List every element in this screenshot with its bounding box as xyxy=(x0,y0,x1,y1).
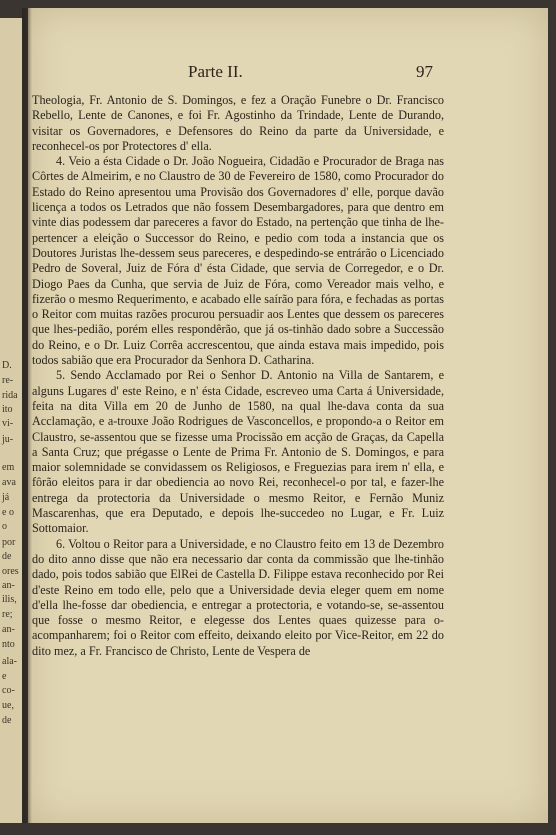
facing-page-fragment: já xyxy=(2,492,10,503)
facing-page-fragment: vi- xyxy=(2,418,14,429)
facing-page-fragment: re- xyxy=(2,375,14,386)
body-text xyxy=(32,93,444,659)
facing-page-fragment: o xyxy=(2,521,7,532)
facing-page-fragment: D. xyxy=(2,360,12,371)
paragraph-continuation: Theologia, Fr. Antonio de S. Domingos, e fez a Oração Funebre o Dr. Francisco Rebello, Lente de Canones, e foi Fr. Agostinho da Trindade, Lente de Durando, visitar os Governadores, e Defensores do Reino da parte da Universidade, e reconhecel-os por Protectores d' ella. xyxy=(32,93,444,153)
facing-page-fragment: ava xyxy=(2,477,16,488)
paragraph-4: 4. Veio a ésta Cidade o Dr. João Nogueira, Cidadão e Procurador de Braga nas Côrtes de Almeirim, e no Claustro de 30 de Fevereiro de 1580, como Procurador do Estado do Reino apresentou uma Provisão dos Governadores d' elle, porque davão licença a todos os Letrados que não fossem Desembargadores, para que dentro em vinte dias podessem dar pareceres a favor do Estado, na pertenção que tinha de lhe-pertencer a eleição o Successor do Reino, e pedio com toda a instancia que os Doutores Juristas lhe-dessem seus pareceres, e despedindo-se entrárão o Licenciado Pedro de Soveral, Juiz de Fóra d' ésta Cidade, que servia de Corregedor, e o Dr. Diogo Paes da Cunha, que servia de Juiz de Fóra, como Vereador mais velho, e fizerão o mesmo Requerimento, e acabado elle saírão para fóra, e fechadas as portas o Reitor com muitas razões procurou persuadir aos Lentes que dessem os pareceres que lhes-pedião, porém elles respondêrão, que já os-tinhão dado sobre a Successão do Reino, e o Dr. Luiz Corrêa accrescentou, que ainda estava mais impedido, pois todos sabião que era Procurador da Senhora D. Catharina. xyxy=(32,154,444,368)
facing-page-fragment: ito xyxy=(2,404,13,415)
facing-page-fragment: ue, xyxy=(2,700,14,711)
facing-page-fragment: ju- xyxy=(2,434,14,445)
page-number: 97 xyxy=(416,62,433,81)
facing-page-fragment: e o xyxy=(2,507,14,518)
paragraph-5: 5. Sendo Acclamado por Rei o Senhor D. Antonio na Villa de Santarem, e alguns Lugares d' este Reino, e n' ésta Cidade, escreveo uma Carta á Universidade, feita na dita Villa em 20 de Junho de 1580, na qual lhe-dava conta da sua Acclamação, e a-trouxe João Rodrigues de Vasconcellos, e propondo-a o Reitor em Claustro, se-assentou que se fizesse uma Procissão em acção de Graças, da Capella a Santa Cruz; que prégasse o Lente de Prima Fr. Antonio de S. Domingos, e para maior solemnidade se convidassem os Religiosos, e Freguezias para irem n' ella, e fôrão eleitos para ir dar obediencia ao novo Rei, reconhecel-o por tal, e fazer-lhe entrega da protectoria da Universidade o mesmo Reitor, e Fernão Muniz Mascarenhas, que era Deputado, e depois lhe-succedeo no Lugar, e Fr. Luiz Sottomaior. xyxy=(32,368,444,536)
header-title: Parte II. xyxy=(188,62,243,81)
facing-page-fragment: rida xyxy=(2,390,18,401)
facing-page-fragment: e xyxy=(2,671,7,682)
facing-page-fragment: nto xyxy=(2,639,15,650)
facing-page-fragment: ores xyxy=(2,566,19,577)
facing-page-fragment: an- xyxy=(2,580,15,591)
facing-page-fragment: re; xyxy=(2,609,13,620)
facing-page-fragment: ilis, xyxy=(2,594,17,605)
facing-page-fragment: ala- xyxy=(2,656,17,667)
facing-page-fragment: em xyxy=(2,462,15,473)
facing-page-fragment: de xyxy=(2,551,12,562)
facing-page-fragment: por xyxy=(2,537,16,548)
facing-page-fragment: co- xyxy=(2,685,15,696)
gutter-shadow xyxy=(22,8,32,823)
paragraph-6: 6. Voltou o Reitor para a Universidade, e no Claustro feito em 13 de Dezembro do dito anno disse que não era necessario dar conta da commissão que lhe-tinhão dado, pois todos sabião que ElRei de Castella D. Filippe estava reconhecido por Rei d'este Reino em todo elle, pelo que a Universidade devia eleger quem em nome d'ella lhe-fosse dar obediencia, e entregar a protectoria, e votando-se, se-assentou que fosse o mesmo Reitor, e elegesse dos Lentes quaes quizesse para o-acompanharem; foi o Reitor com effeito, deixando eleito por Vice-Reitor, em 22 do dito mez, a Fr. Francisco de Christo, Lente de Vespera de xyxy=(32,536,444,658)
facing-page-fragment: an- xyxy=(2,624,15,635)
facing-page-edge xyxy=(0,18,23,823)
facing-page-fragment: de xyxy=(2,715,12,726)
